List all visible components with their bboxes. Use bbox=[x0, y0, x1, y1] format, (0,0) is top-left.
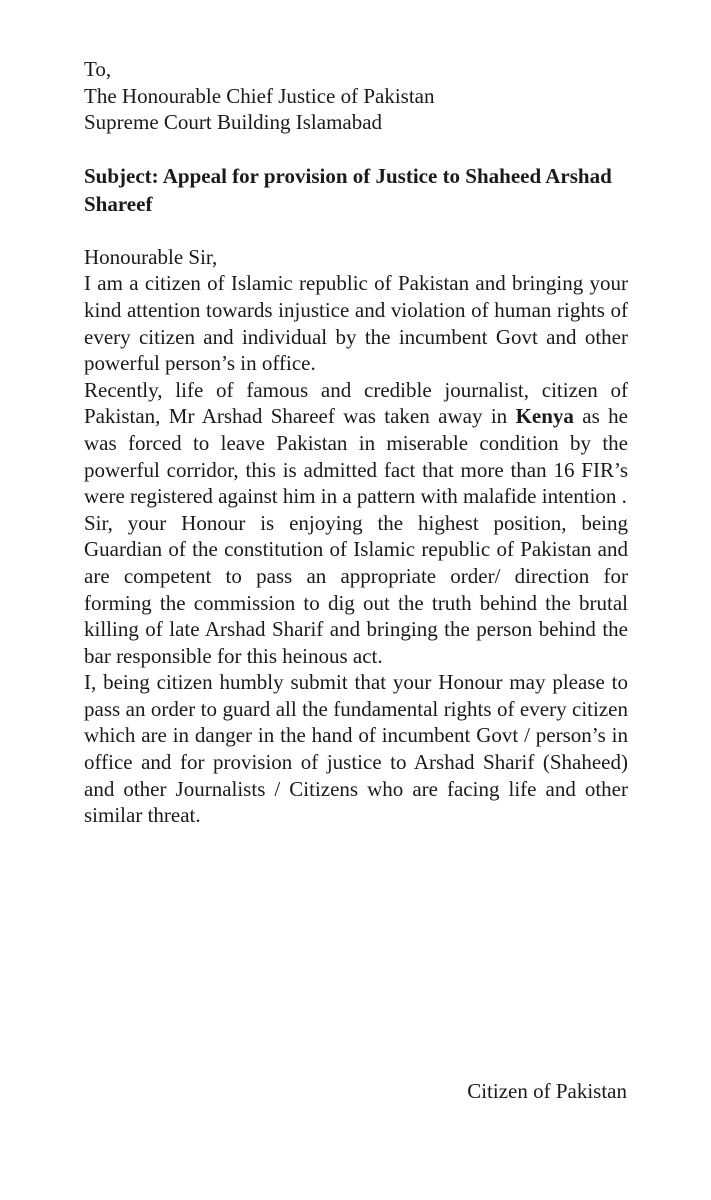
paragraph-incident-text-start: Recently, life of famous and credible journalist, citizen of Pakistan, Mr Arshad Shareef was taken away in bbox=[84, 377, 628, 429]
recipient-title: The Honourable Chief Justice of Pakistan bbox=[84, 83, 435, 108]
subject-line: Subject: Appeal for provision of Justice to Shaheed Arshad Shareef bbox=[84, 163, 612, 216]
paragraph-request-commission: Sir, your Honour is enjoying the highest position, being Guardian of the constitution of Islamic republic of Pakistan and are competent to pass an appropriate order/ direction for forming the commission to dig out the truth behind the brutal killing of late Arshad Sharif and bringing the person behind the bar responsible for this heinous act. bbox=[84, 510, 628, 668]
paragraph-submission: I, being citizen humbly submit that your Honour may please to pass an order to guard all the fundamental rights of every citizen which are in danger in the hand of incumbent Govt / person’s in office and for provision of justice to Arshad Sharif (Shaheed) and other Journalists / Citizens who are facing life and other similar threat. bbox=[84, 670, 628, 828]
recipient-address: Supreme Court Building Islamabad bbox=[84, 110, 383, 135]
paragraph-citizen-intro: I am a citizen of Islamic republic of Pakistan and bringing your kind attention towards injustice and violation of human rights of every citizen and individual by the incumbent Govt and other powerful person’s in office. bbox=[84, 271, 628, 376]
signature: Citizen of Pakistan bbox=[467, 1079, 627, 1103]
paragraph-incident-text-end: as he was forced to leave Pakistan in miserable condition by the powerful corridor, this is admitted fact that more than 16 FIR’s were registered against him in a pattern with malafide intention . bbox=[84, 404, 628, 509]
letter-body bbox=[84, 56, 628, 829]
salutation: Honourable Sir, bbox=[84, 244, 218, 269]
paragraph-journalist-incident bbox=[84, 377, 628, 510]
country-kenya: Kenya bbox=[515, 404, 574, 429]
to-line: To, bbox=[84, 57, 112, 81]
